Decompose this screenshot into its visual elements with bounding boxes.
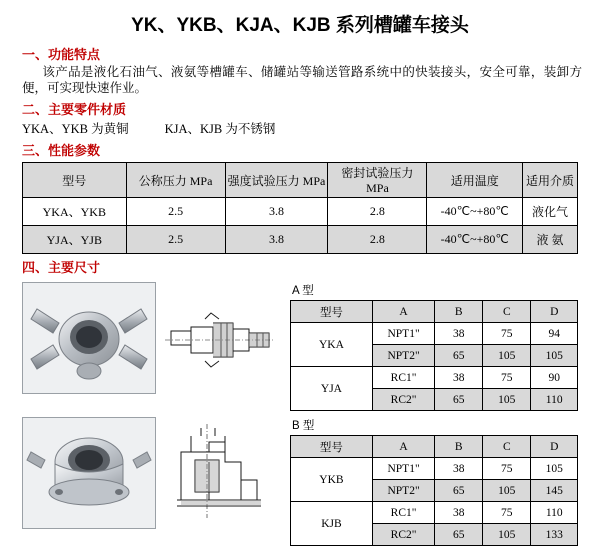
- page-title: YK、YKB、KJA、KJB 系列槽罐车接头: [131, 15, 469, 36]
- photo-row-b: [22, 417, 280, 529]
- dimension-section: [0, 282, 600, 546]
- dim-b-header-C: C: [483, 436, 531, 458]
- perf-cell-seal: 2.8: [328, 198, 427, 226]
- table-row: [291, 367, 578, 389]
- dim-b-cell-A: RC2": [372, 524, 434, 546]
- dim-a-header-model: 型号: [291, 301, 373, 323]
- dim-a-cell-A: RC2": [372, 389, 434, 411]
- perf-header-nominal-pressure: 公称压力 MPa: [126, 163, 225, 198]
- perf-header-seal-pressure: 密封试验压力 MPa: [328, 163, 427, 198]
- perf-cell-nominal: 2.5: [126, 198, 225, 226]
- features-paragraph: [22, 64, 582, 96]
- dim-a-cell-D: 90: [531, 367, 578, 389]
- dim-b-cell-B: 65: [435, 524, 483, 546]
- section-heading-material: 二、主要零件材质: [22, 102, 127, 117]
- image-column-a: [22, 282, 280, 411]
- dim-b-header-D: D: [531, 436, 578, 458]
- dim-b-model-ykb: YKB: [291, 458, 373, 502]
- dim-b-cell-B: 65: [435, 480, 483, 502]
- dim-a-cell-A: NPT2": [372, 345, 434, 367]
- perf-header-model: 型号: [23, 163, 127, 198]
- dim-b-cell-A: NPT2": [372, 480, 434, 502]
- dimension-table-b: [290, 435, 578, 546]
- material-steel: KJA、KJB 为不锈钢: [164, 122, 276, 136]
- table-header-row: [23, 163, 578, 198]
- dim-a-cell-B: 65: [435, 345, 483, 367]
- perf-cell-temp: -40℃~+80℃: [427, 198, 523, 226]
- dimension-row-a: [22, 282, 600, 411]
- material-brass: YKA、YKB 为黄铜: [22, 122, 129, 136]
- photo-row-a: [22, 282, 280, 394]
- features-text: 该产品是液化石油气、液氨等槽罐车、储罐站等输送管路系统中的快装接头，安全可靠，装卸方便，可实现快速作业。: [22, 65, 582, 95]
- dim-b-cell-A: RC1": [372, 502, 434, 524]
- coupling-photo-b: [22, 417, 156, 529]
- section-heading-features: 一、功能特点: [22, 47, 101, 62]
- dim-a-header-B: B: [435, 301, 483, 323]
- dim-a-cell-C: 75: [483, 367, 531, 389]
- table-row: [23, 198, 578, 226]
- type-b-label: B 型: [292, 420, 315, 432]
- dim-a-cell-C: 105: [483, 389, 531, 411]
- table-row: [23, 226, 578, 254]
- dim-b-cell-C: 75: [483, 502, 531, 524]
- table-column-b: [290, 417, 578, 546]
- perf-header-medium: 适用介质: [523, 163, 578, 198]
- coupling-drawing-b: [160, 417, 280, 529]
- dim-a-cell-B: 38: [435, 323, 483, 345]
- table-header-row: [291, 301, 578, 323]
- dim-a-cell-C: 105: [483, 345, 531, 367]
- dim-a-header-A: A: [372, 301, 434, 323]
- dim-b-cell-D: 133: [531, 524, 578, 546]
- dim-a-cell-B: 65: [435, 389, 483, 411]
- dim-a-model-yja: YJA: [291, 367, 373, 411]
- section-heading-performance: 三、性能参数: [22, 143, 101, 158]
- dim-a-cell-D: 94: [531, 323, 578, 345]
- dim-a-cell-A: RC1": [372, 367, 434, 389]
- perf-cell-strength: 3.8: [225, 198, 328, 226]
- type-a-label: A 型: [292, 285, 314, 297]
- dim-b-header-B: B: [435, 436, 483, 458]
- perf-header-temperature: 适用温度: [427, 163, 523, 198]
- dim-b-cell-D: 110: [531, 502, 578, 524]
- dim-b-cell-B: 38: [435, 458, 483, 480]
- perf-header-strength-pressure: 强度试验压力 MPa: [225, 163, 328, 198]
- dim-a-cell-D: 105: [531, 345, 578, 367]
- table-header-row: [291, 436, 578, 458]
- perf-cell-medium: 液 氨: [523, 226, 578, 254]
- dim-a-cell-B: 38: [435, 367, 483, 389]
- dim-b-header-A: A: [372, 436, 434, 458]
- dim-a-cell-C: 75: [483, 323, 531, 345]
- perf-cell-strength: 3.8: [225, 226, 328, 254]
- coupling-drawing-a: [160, 282, 280, 394]
- material-line: [22, 119, 600, 137]
- dim-b-cell-D: 105: [531, 458, 578, 480]
- perf-cell-nominal: 2.5: [126, 226, 225, 254]
- dim-b-cell-C: 105: [483, 524, 531, 546]
- dim-a-header-D: D: [531, 301, 578, 323]
- table-row: [291, 323, 578, 345]
- dim-b-cell-C: 75: [483, 458, 531, 480]
- dim-a-cell-D: 110: [531, 389, 578, 411]
- dim-b-cell-C: 105: [483, 480, 531, 502]
- dim-b-cell-D: 145: [531, 480, 578, 502]
- dim-b-cell-A: NPT1": [372, 458, 434, 480]
- dim-b-header-model: 型号: [291, 436, 373, 458]
- table-column-a: [290, 282, 578, 411]
- dim-b-cell-B: 38: [435, 502, 483, 524]
- dim-b-model-kjb: KJB: [291, 502, 373, 546]
- coupling-photo-a: [22, 282, 156, 394]
- perf-cell-model: YKA、YKB: [23, 198, 127, 226]
- perf-cell-temp: -40℃~+80℃: [427, 226, 523, 254]
- perf-cell-medium: 液化气: [523, 198, 578, 226]
- perf-cell-seal: 2.8: [328, 226, 427, 254]
- table-row: [291, 458, 578, 480]
- dim-a-cell-A: NPT1": [372, 323, 434, 345]
- dim-a-model-yka: YKA: [291, 323, 373, 367]
- section-heading-dimension: 四、主要尺寸: [22, 260, 101, 275]
- perf-cell-model: YJA、YJB: [23, 226, 127, 254]
- dimension-row-b: [22, 417, 600, 546]
- dim-a-header-C: C: [483, 301, 531, 323]
- dimension-table-a: [290, 300, 578, 411]
- table-row: [291, 502, 578, 524]
- image-column-b: [22, 417, 280, 546]
- performance-table: [22, 162, 578, 254]
